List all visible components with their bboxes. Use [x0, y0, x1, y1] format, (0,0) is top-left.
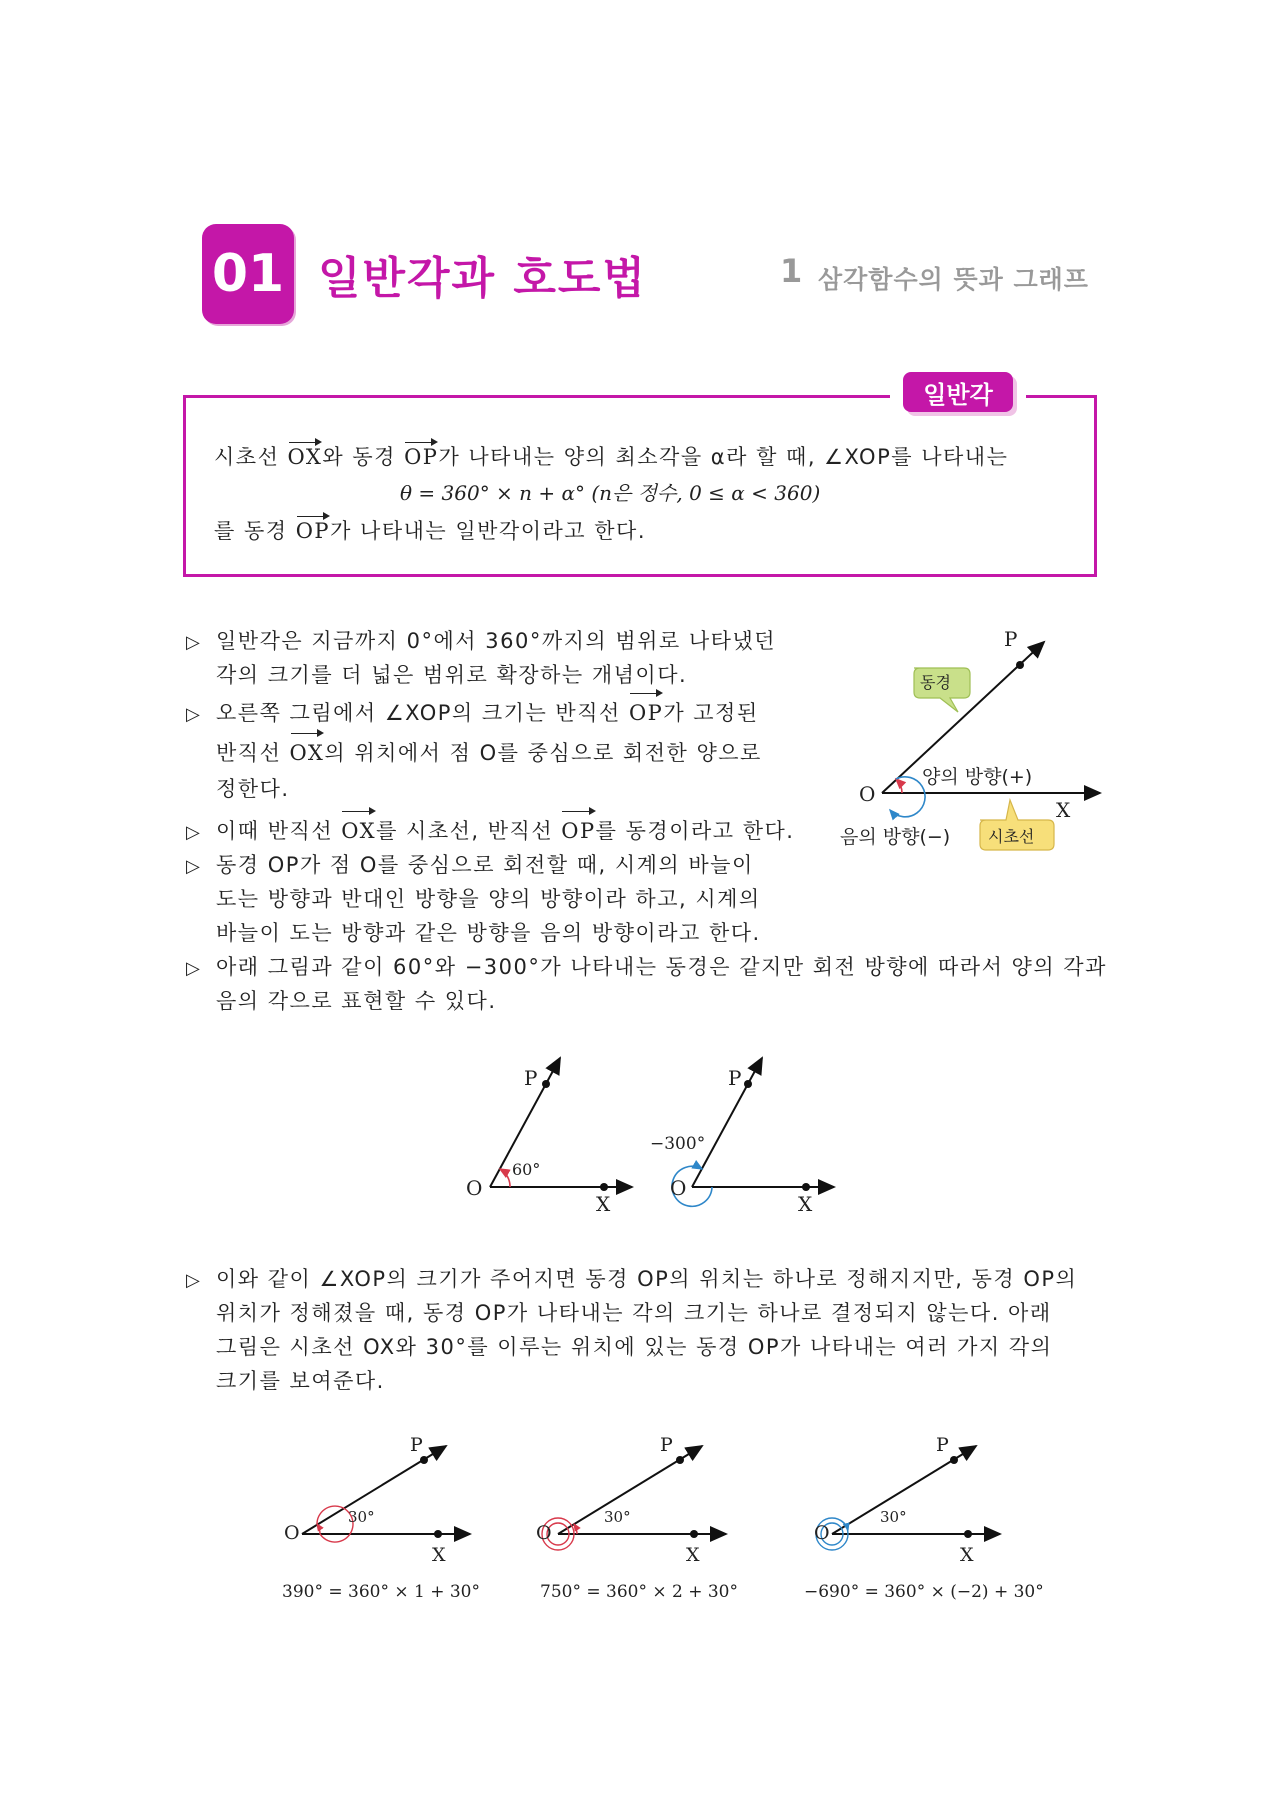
- label-o: O: [859, 782, 876, 806]
- b-point-p: [676, 1456, 684, 1464]
- section-title: 일반각과 호도법: [318, 253, 647, 304]
- positive-direction-arc: [896, 779, 902, 793]
- fig3b-angle: 30°: [604, 1508, 631, 1526]
- initial-side-tag: 시초선: [988, 827, 1035, 846]
- definition-line-3: [214, 515, 646, 545]
- left-point-x: [600, 1183, 608, 1191]
- bullet-4-line-1: 동경 OP가 점 O를 중심으로 회전할 때, 시계의 바늘이: [216, 853, 754, 877]
- chapter-title: 삼각함수의 뜻과 그래프: [818, 265, 1089, 294]
- fig3c-label-o: O: [814, 1522, 830, 1544]
- definition-line-1: [214, 441, 1008, 471]
- bullet-1-line-2: 각의 크기를 더 넓은 범위로 확장하는 개념이다.: [216, 663, 688, 687]
- bullet-text: 를 시초선, 반직선: [376, 819, 562, 843]
- fig3c-label-p: P: [936, 1434, 949, 1456]
- terminal-side-tag: 동경: [920, 673, 951, 692]
- fig2-right-label-x: X: [798, 1192, 813, 1216]
- bullet-2-line-2: [216, 736, 762, 770]
- fig3c-angle: 30°: [880, 1508, 907, 1526]
- def-text: 시초선: [214, 445, 288, 469]
- fig2-left-label-x: X: [596, 1192, 611, 1216]
- figure-30-degree-angles: [270, 1434, 1010, 1564]
- fig3a-label-x: X: [432, 1544, 446, 1566]
- fig3b-label-o: O: [536, 1522, 552, 1544]
- bullet-1-line-1: 일반각은 지금까지 0°에서 360°까지의 범위로 나타냈던: [216, 629, 777, 653]
- bullet-6-line-3: 그림은 시초선 OX와 30°를 이루는 위치에 있는 동경 OP가 나타내는 여러 가지 각의: [216, 1335, 1053, 1359]
- definition-formula: θ = 360° × n + α° (n은 정수, 0 ≤ α < 360): [400, 481, 821, 505]
- chapter-number: 1: [780, 252, 803, 290]
- vector-op: OP: [629, 696, 663, 730]
- bullet-6-line-2: 위치가 정해졌을 때, 동경 OP가 나타내는 각의 크기는 하나로 결정되지 않는다. 아래: [216, 1301, 1052, 1325]
- left-point-p: [542, 1080, 550, 1088]
- a-point-x: [434, 1530, 442, 1538]
- fig3b-label-x: X: [686, 1544, 700, 1566]
- bullet-text: 의 위치에서 점 O를 중심으로 회전한 양으로: [324, 741, 762, 765]
- a-point-p: [420, 1456, 428, 1464]
- fig2-right-label-o: O: [670, 1176, 687, 1200]
- bullet-5-line-1: 아래 그림과 같이 60°와 −300°가 나타내는 동경은 같지만 회전 방향에 따라서 양의 각과: [216, 955, 1107, 979]
- bullet-triangle-icon: ▷: [186, 704, 200, 725]
- bullet-6-line-4: 크기를 보여준다.: [216, 1369, 385, 1393]
- fig3c-label-x: X: [960, 1544, 974, 1566]
- vector-ox: OX: [341, 814, 376, 848]
- label-x: X: [1056, 798, 1071, 822]
- fig3a-caption: 390° = 360° × 1 + 30°: [282, 1582, 480, 1602]
- bullet-text: 가 고정된: [663, 701, 759, 725]
- bullet-text: 반직선: [216, 741, 290, 765]
- right-point-p: [744, 1080, 752, 1088]
- positive-direction-label: 양의 방향(+): [922, 766, 1033, 788]
- negative-direction-label: 음의 방향(−): [840, 826, 951, 848]
- fig3b-caption: 750° = 360° × 2 + 30°: [540, 1582, 738, 1602]
- bullet-3: [216, 814, 794, 848]
- right-terminal-ray: [692, 1058, 762, 1187]
- right-point-x: [802, 1183, 810, 1191]
- definition-tag: 일반각: [903, 372, 1013, 412]
- vector-op: OP: [404, 445, 439, 469]
- fig3a-angle: 30°: [348, 1508, 375, 1526]
- fig2-right-angle: −300°: [650, 1134, 706, 1154]
- bullet-triangle-icon: ▷: [186, 958, 200, 979]
- bullet-4-line-2: 도는 방향과 반대인 방향을 양의 방향이라 하고, 시계의: [216, 887, 761, 911]
- c-point-x: [964, 1530, 972, 1538]
- fig2-left-label-o: O: [466, 1176, 483, 1200]
- vector-ox: OX: [290, 736, 325, 770]
- fig3c-caption: −690° = 360° × (−2) + 30°: [804, 1582, 1044, 1602]
- vector-op: OP: [295, 519, 331, 543]
- def-text: 가 나타내는 일반각이라고 한다.: [330, 519, 646, 543]
- fig2-right-label-p: P: [728, 1066, 742, 1090]
- bullet-triangle-icon: ▷: [186, 856, 200, 877]
- section-number-badge: 01: [202, 224, 294, 324]
- b-point-x: [690, 1530, 698, 1538]
- bullet-triangle-icon: ▷: [186, 632, 200, 653]
- bullet-2-line-1: [216, 696, 759, 730]
- fig2-left-angle: 60°: [512, 1160, 541, 1179]
- bullet-triangle-icon: ▷: [186, 1270, 200, 1291]
- c-point-p: [950, 1456, 958, 1464]
- fig3a-label-o: O: [284, 1522, 300, 1544]
- left-angle-arc: [500, 1169, 510, 1187]
- fig2-left-label-p: P: [524, 1066, 538, 1090]
- def-text: 가 나타내는 양의 최소각을 α라 할 때, ∠XOP를 나타내는: [438, 445, 1009, 469]
- point-p: [1016, 661, 1024, 669]
- vector-ox: OX: [287, 445, 323, 469]
- vector-op: OP: [561, 814, 595, 848]
- a-angle-arc: [317, 1524, 320, 1534]
- def-text: 와 동경: [322, 445, 405, 469]
- fig3a-label-p: P: [410, 1434, 423, 1456]
- label-p: P: [1004, 627, 1018, 651]
- negative-direction-arc: [890, 777, 925, 817]
- def-text: 를 동경: [214, 519, 296, 543]
- bullet-6-line-1: 이와 같이 ∠XOP의 크기가 주어지면 동경 OP의 위치는 하나로 정해지지만, 동경 OP의: [216, 1267, 1078, 1291]
- fig3b-label-p: P: [660, 1434, 673, 1456]
- bullet-4-line-3: 바늘이 도는 방향과 같은 방향을 음의 방향이라고 한다.: [216, 921, 761, 945]
- bullet-5-line-2: 음의 각으로 표현할 수 있다.: [216, 989, 497, 1013]
- bullet-text: 오른쪽 그림에서 ∠XOP의 크기는 반직선: [216, 701, 629, 725]
- bullet-triangle-icon: ▷: [186, 822, 200, 843]
- bullet-text: 이때 반직선: [216, 819, 342, 843]
- bullet-text: 를 동경이라고 한다.: [595, 819, 795, 843]
- bullet-2-line-3: 정한다.: [216, 777, 290, 801]
